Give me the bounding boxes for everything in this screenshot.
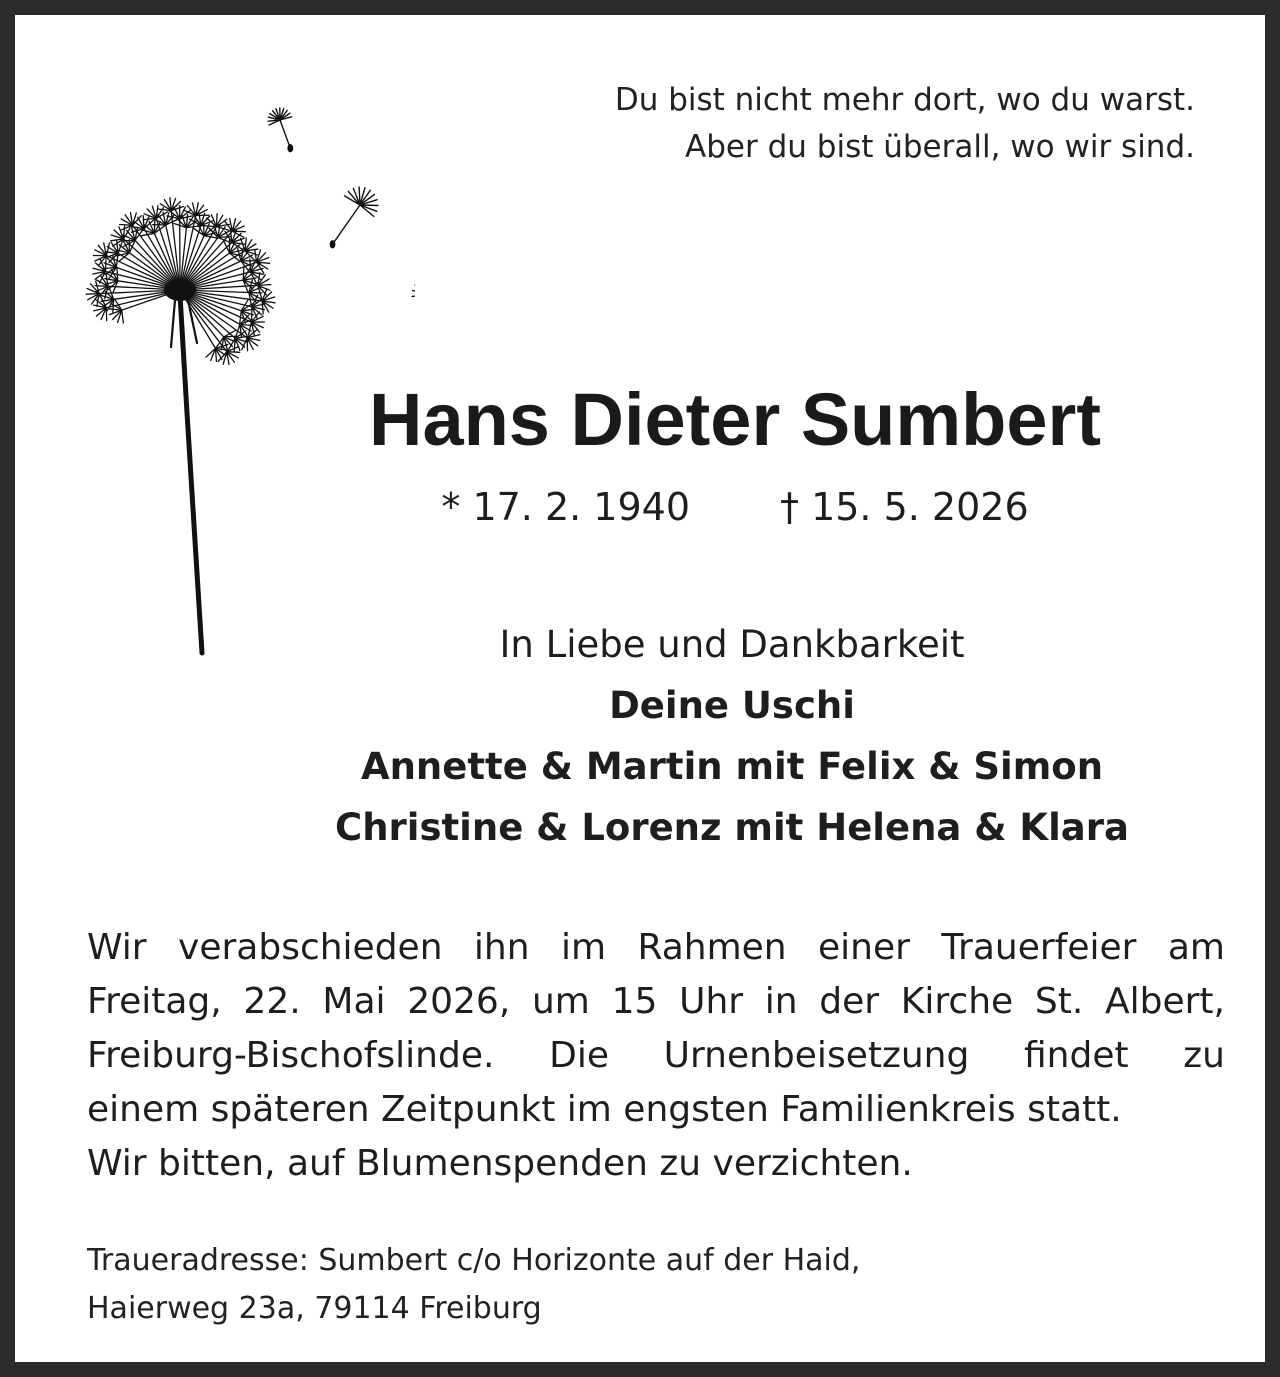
life-dates <box>235 485 1235 529</box>
service-line: Freitag, 22. Mai 2026, um 15 Uhr in der Kirche St. Albert, <box>87 981 1225 1022</box>
mourners-intro: In Liebe und Dankbarkeit <box>499 623 965 666</box>
service-line: Wir verabschieden ihn im Rahmen einer Trauerfeier am <box>87 927 1225 968</box>
mourning-address <box>87 1237 1187 1333</box>
death-date: † 15. 5. 2026 <box>780 485 1029 529</box>
quote-line-2: Aber du bist überall, wo wir sind. <box>685 129 1195 165</box>
address-line-2: Haierweg 23a, 79114 Freiburg <box>87 1291 542 1326</box>
quote <box>495 77 1195 171</box>
deceased-name: Hans Dieter Sumbert <box>369 378 1101 461</box>
mourner-line: Annette & Martin mit Felix & Simon <box>360 745 1104 788</box>
service-line: einem späteren Zeitpunkt im engsten Familienkreis statt. <box>87 1089 1122 1130</box>
mourner-line: Deine Uschi <box>609 684 855 727</box>
address-line-1: Traueradresse: Sumbert c/o Horizonte auf der Haid, <box>87 1243 861 1278</box>
birth-date: * 17. 2. 1940 <box>441 485 690 529</box>
mourner-line: Christine & Lorenz mit Helena & Klara <box>335 806 1129 849</box>
service-line: Wir bitten, auf Blumenspenden zu verzichten. <box>87 1143 913 1184</box>
quote-line-1: Du bist nicht mehr dort, wo du warst. <box>614 82 1195 118</box>
service-line: Freiburg-Bischofslinde. Die Urnenbeisetzung findet zu <box>87 1035 1225 1076</box>
mourners-block <box>232 615 1232 858</box>
service-announcement <box>87 921 1225 1191</box>
